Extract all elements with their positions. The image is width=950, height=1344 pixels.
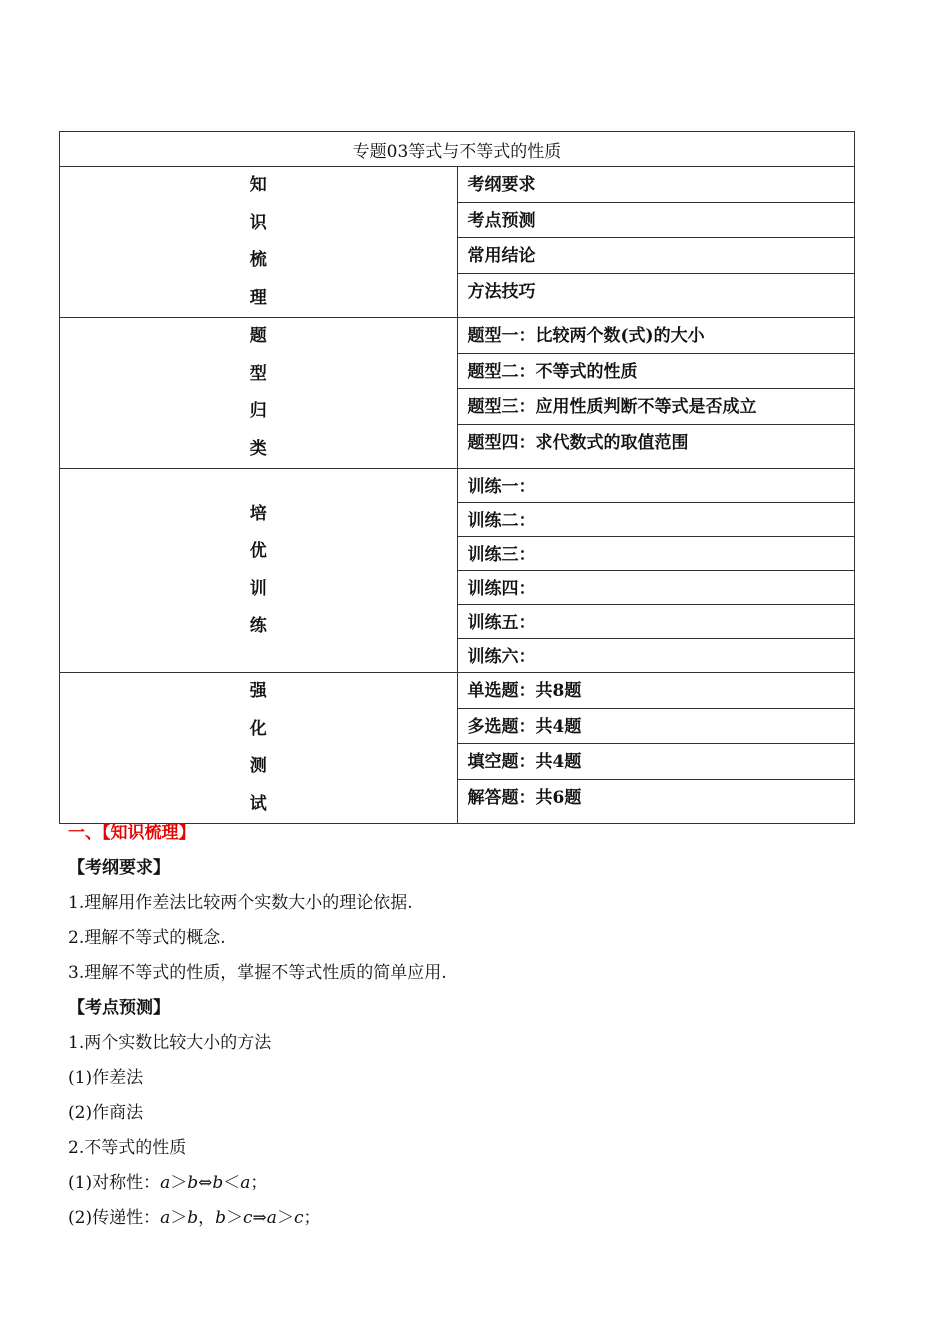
contents-item[interactable]: 多选题：共4题 <box>457 708 855 744</box>
category-reinforcement: 强 化 测 试 <box>60 673 458 824</box>
category-question-types: 题 型 归 类 <box>60 318 458 469</box>
section-heading: 一、【知识梳理】 <box>68 823 196 843</box>
property-symmetry: (1)对称性：a＞b⇔b＜a； <box>68 1173 268 1193</box>
paragraph: 3.理解不等式的性质，掌握不等式性质的简单应用. <box>68 963 447 983</box>
paragraph: (1)作差法 <box>68 1068 144 1088</box>
contents-item[interactable]: 常用结论 <box>457 238 855 274</box>
paragraph: 2.理解不等式的概念. <box>68 928 226 948</box>
contents-item[interactable]: 训练二： <box>457 503 855 537</box>
property-transitivity: (2)传递性：a＞b，b＞c⇒a＞c； <box>68 1208 321 1228</box>
paragraph: 2.不等式的性质 <box>68 1138 187 1158</box>
contents-item[interactable]: 解答题：共6题 <box>457 779 855 823</box>
subsection-heading: 【考点预测】 <box>68 998 170 1018</box>
contents-table <box>59 131 855 824</box>
paragraph: 1.理解用作差法比较两个实数大小的理论依据. <box>68 893 413 913</box>
category-training: 培 优 训 练 <box>60 469 458 673</box>
contents-item[interactable]: 填空题：共4题 <box>457 744 855 780</box>
contents-item[interactable]: 考纲要求 <box>457 167 855 203</box>
contents-item[interactable]: 考点预测 <box>457 202 855 238</box>
contents-item[interactable]: 题型四：求代数式的取值范围 <box>457 424 855 468</box>
contents-item[interactable]: 题型二：不等式的性质 <box>457 353 855 389</box>
contents-item[interactable]: 方法技巧 <box>457 273 855 317</box>
contents-item[interactable]: 训练六： <box>457 639 855 673</box>
subsection-heading: 【考纲要求】 <box>68 858 170 878</box>
document-body <box>68 816 868 1236</box>
contents-item[interactable]: 训练五： <box>457 605 855 639</box>
contents-item[interactable]: 训练三： <box>457 537 855 571</box>
category-knowledge: 知 识 梳 理 <box>60 167 458 318</box>
contents-item[interactable]: 训练一： <box>457 469 855 503</box>
contents-item[interactable]: 训练四： <box>457 571 855 605</box>
contents-item[interactable]: 题型三：应用性质判断不等式是否成立 <box>457 389 855 425</box>
contents-item[interactable]: 单选题：共8题 <box>457 673 855 709</box>
paragraph: 1.两个实数比较大小的方法 <box>68 1033 272 1053</box>
contents-title: 专题03等式与不等式的性质 <box>60 132 855 167</box>
contents-item[interactable]: 题型一：比较两个数(式)的大小 <box>457 318 855 354</box>
paragraph: (2)作商法 <box>68 1103 144 1123</box>
